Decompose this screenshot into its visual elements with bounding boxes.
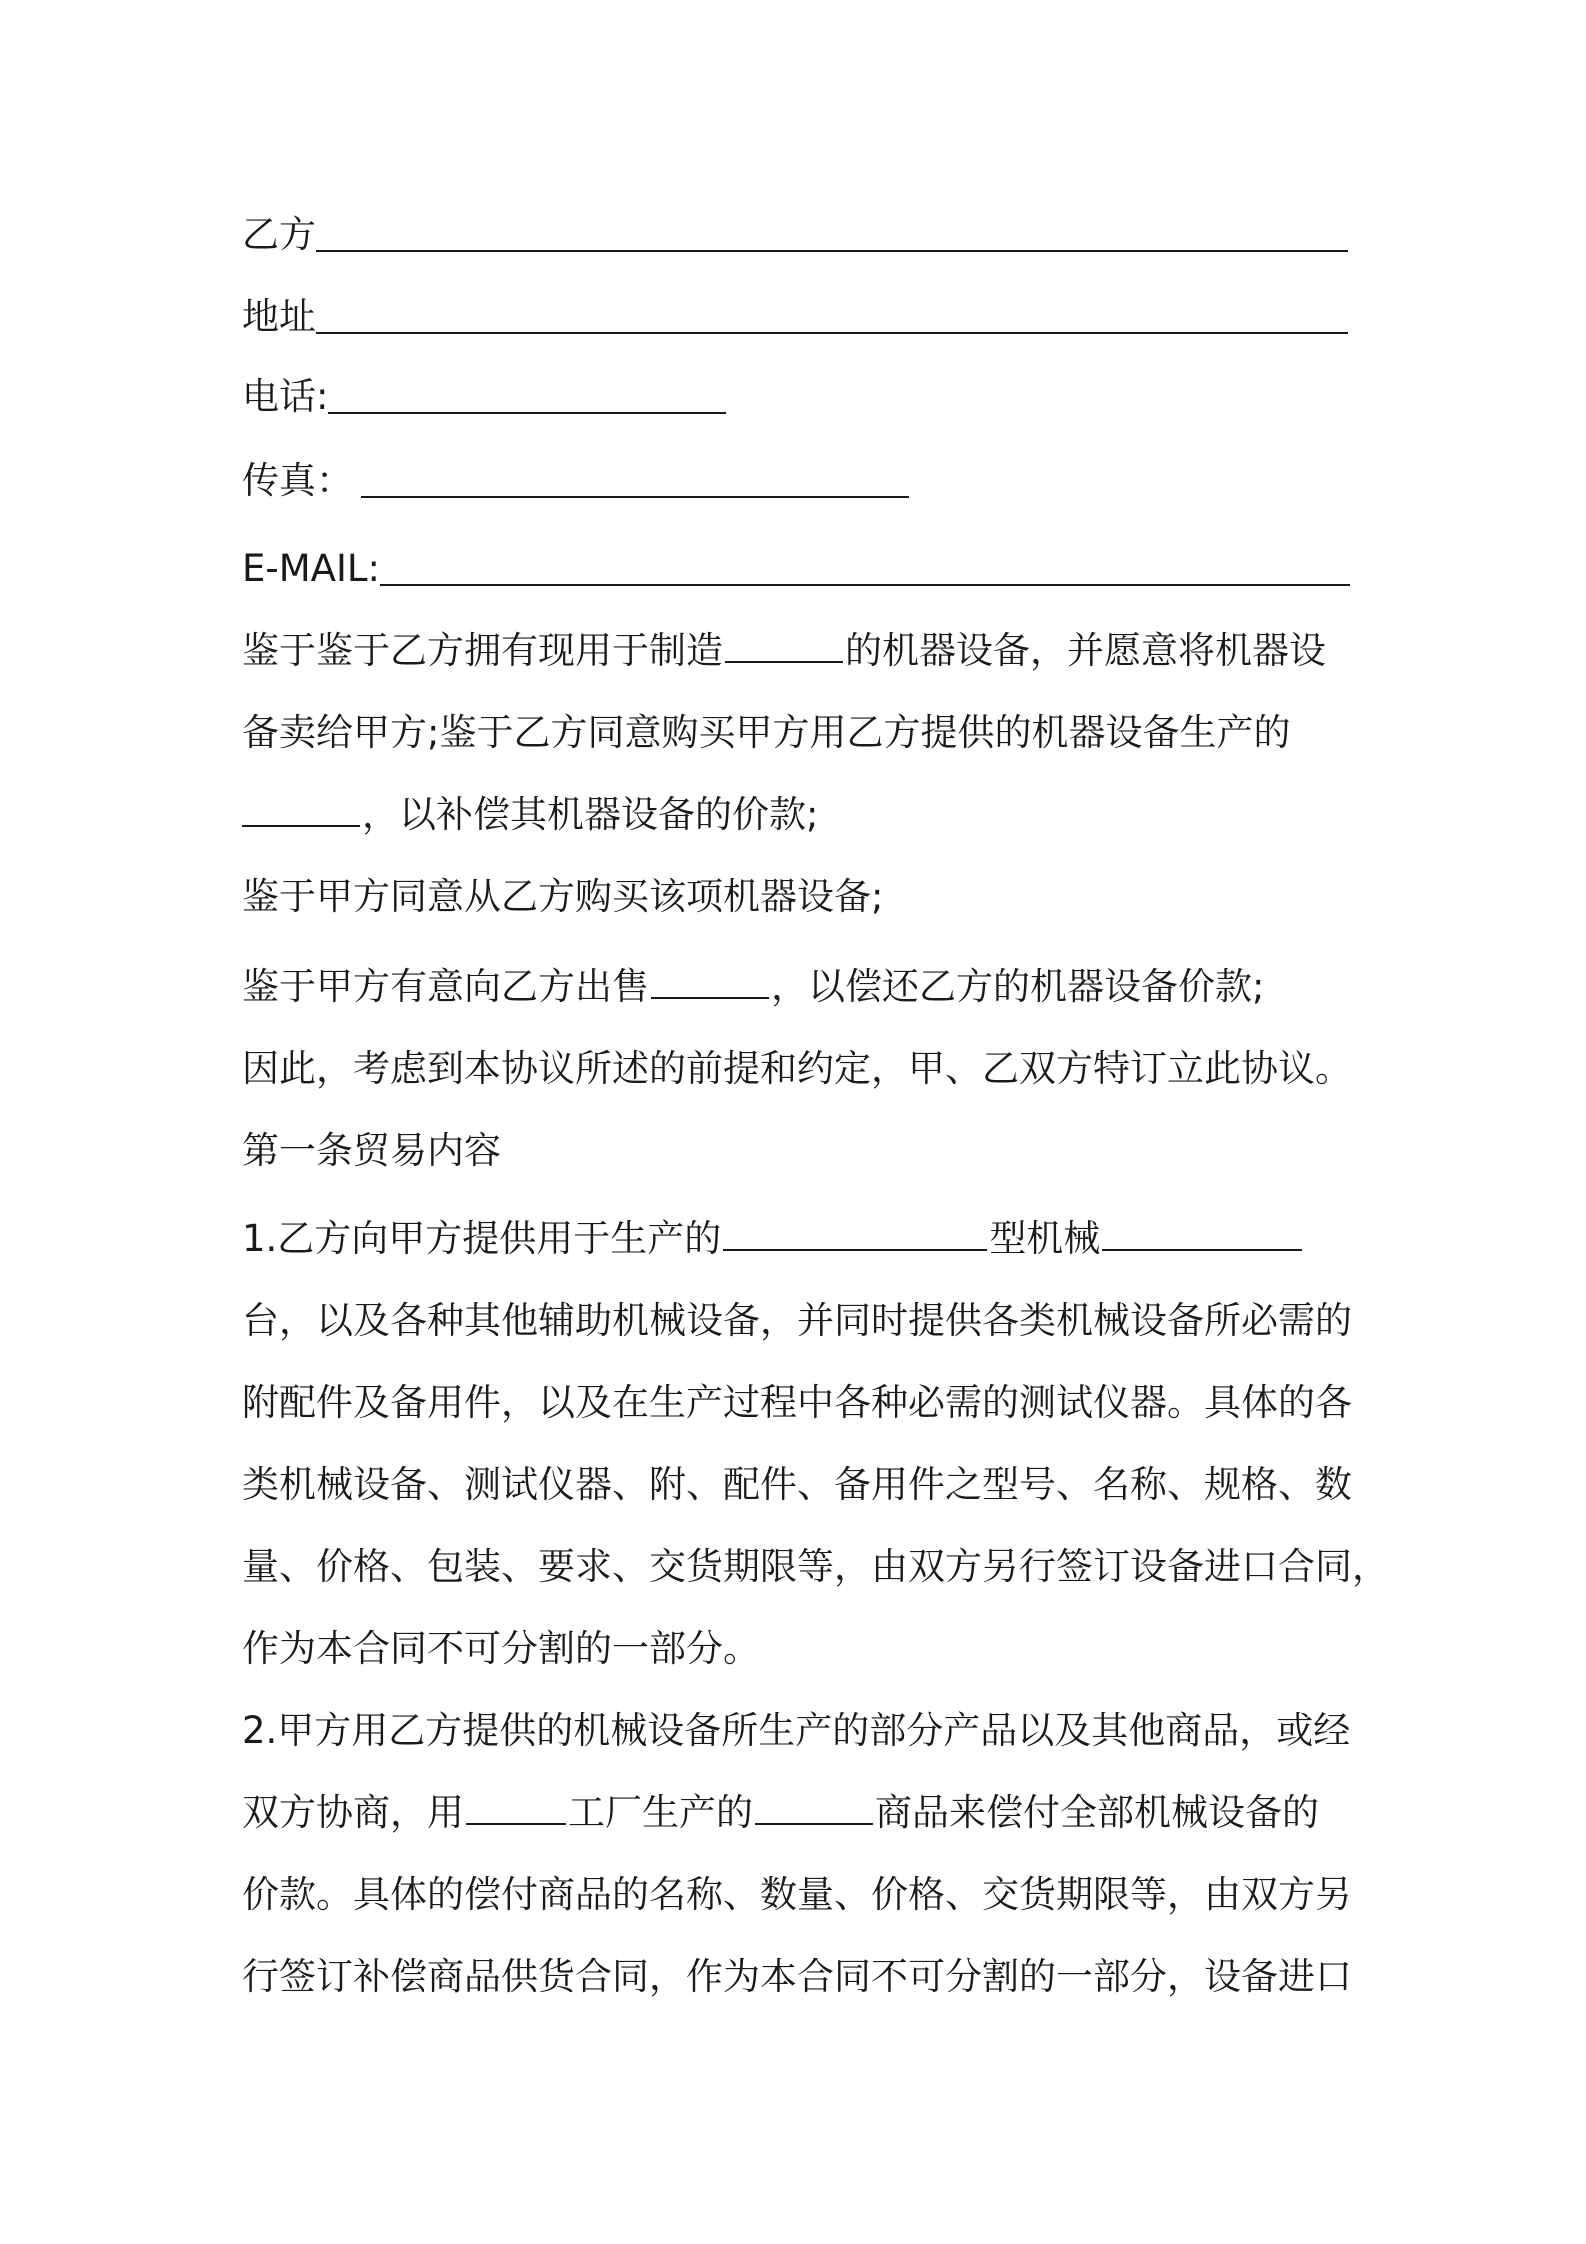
recital-line-6: 因此，考虑到本协议所述的前提和约定，甲、乙双方特订立此协议。 [242, 1047, 1352, 1090]
p1-text-b: 型机械 [989, 1217, 1101, 1260]
product-blank[interactable] [242, 791, 360, 827]
recital-line-1 [242, 626, 1326, 676]
article-1-p1-line-2: 台，以及各种其他辅助机械设备，并同时提供各类机械设备所必需的 [242, 1299, 1352, 1342]
article-1-p2-line-2 [242, 1788, 1319, 1838]
party-b-blank[interactable] [316, 250, 1348, 252]
article-1-p2-line-4: 行签订补偿商品供货合同，作为本合同不可分割的一部分，设备进口 [242, 1955, 1352, 1998]
phone-label: 电话: [242, 375, 329, 418]
recital-5-text-b: ，以偿还乙方的机器设备价款; [771, 965, 1265, 1008]
recital-line-5 [242, 962, 1264, 1012]
article-1-p2-line-3: 价款。具体的偿付商品的名称、数量、价格、交货期限等，由双方另 [242, 1873, 1352, 1916]
article-1-p1-line-4: 类机械设备、测试仪器、附、配件、备用件之型号、名称、规格、数 [242, 1463, 1352, 1506]
fax-label: 传真： [242, 459, 353, 502]
recital-5-text-a: 鉴于甲方有意向乙方出售 [242, 965, 649, 1008]
email-field[interactable] [242, 544, 1350, 594]
recital-line-3 [242, 790, 818, 840]
sell-goods-blank[interactable] [651, 963, 769, 999]
recital-1-text-a: 鉴于鉴于乙方拥有现用于制造 [242, 629, 723, 672]
address-label: 地址 [242, 295, 316, 338]
email-blank[interactable] [380, 584, 1350, 586]
article-1-p2-line-1: 2.甲方用乙方提供的机械设备所生产的部分产品以及其他商品，或经 [242, 1709, 1351, 1752]
p1-text-a: 1.乙方向甲方提供用于生产的 [242, 1217, 722, 1260]
model-blank[interactable] [723, 1215, 987, 1251]
p2-text-a: 双方协商，用 [242, 1791, 464, 1834]
article-1-p1-line-5: 量、价格、包装、要求、交货期限等，由双方另行签订设备进口合同， [242, 1545, 1389, 1588]
party-b-field[interactable] [242, 210, 1348, 260]
article-1-p1-line-3: 附配件及备用件，以及在生产过程中各种必需的测试仪器。具体的各 [242, 1381, 1352, 1424]
recital-line-4: 鉴于甲方同意从乙方购买该项机器设备; [242, 875, 884, 918]
party-b-label: 乙方 [242, 213, 316, 256]
article-1-p1-line-6: 作为本合同不可分割的一部分。 [242, 1627, 760, 1670]
phone-blank[interactable] [328, 412, 726, 414]
fax-field[interactable] [242, 456, 909, 506]
recital-1-text-b: 的机器设备，并愿意将机器设 [845, 629, 1326, 672]
article-1-title: 第一条贸易内容 [242, 1129, 501, 1172]
factory-blank[interactable] [466, 1789, 566, 1825]
p2-text-b: 工厂生产的 [568, 1791, 753, 1834]
address-field[interactable] [242, 292, 1348, 342]
recital-3-text: ，以补偿其机器设备的价款; [362, 793, 819, 836]
email-label: E-MAIL: [242, 547, 380, 590]
quantity-blank[interactable] [1102, 1215, 1302, 1251]
phone-field[interactable] [242, 372, 726, 422]
fax-blank[interactable] [361, 496, 909, 498]
recital-line-2: 备卖给甲方;鉴于乙方同意购买甲方用乙方提供的机器设备生产的 [242, 711, 1291, 754]
p2-text-c: 商品来偿付全部机械设备的 [875, 1791, 1319, 1834]
goods-blank[interactable] [755, 1789, 873, 1825]
manufacture-blank[interactable] [725, 627, 843, 663]
address-blank[interactable] [316, 332, 1348, 334]
article-1-p1-line-1 [242, 1214, 1304, 1264]
